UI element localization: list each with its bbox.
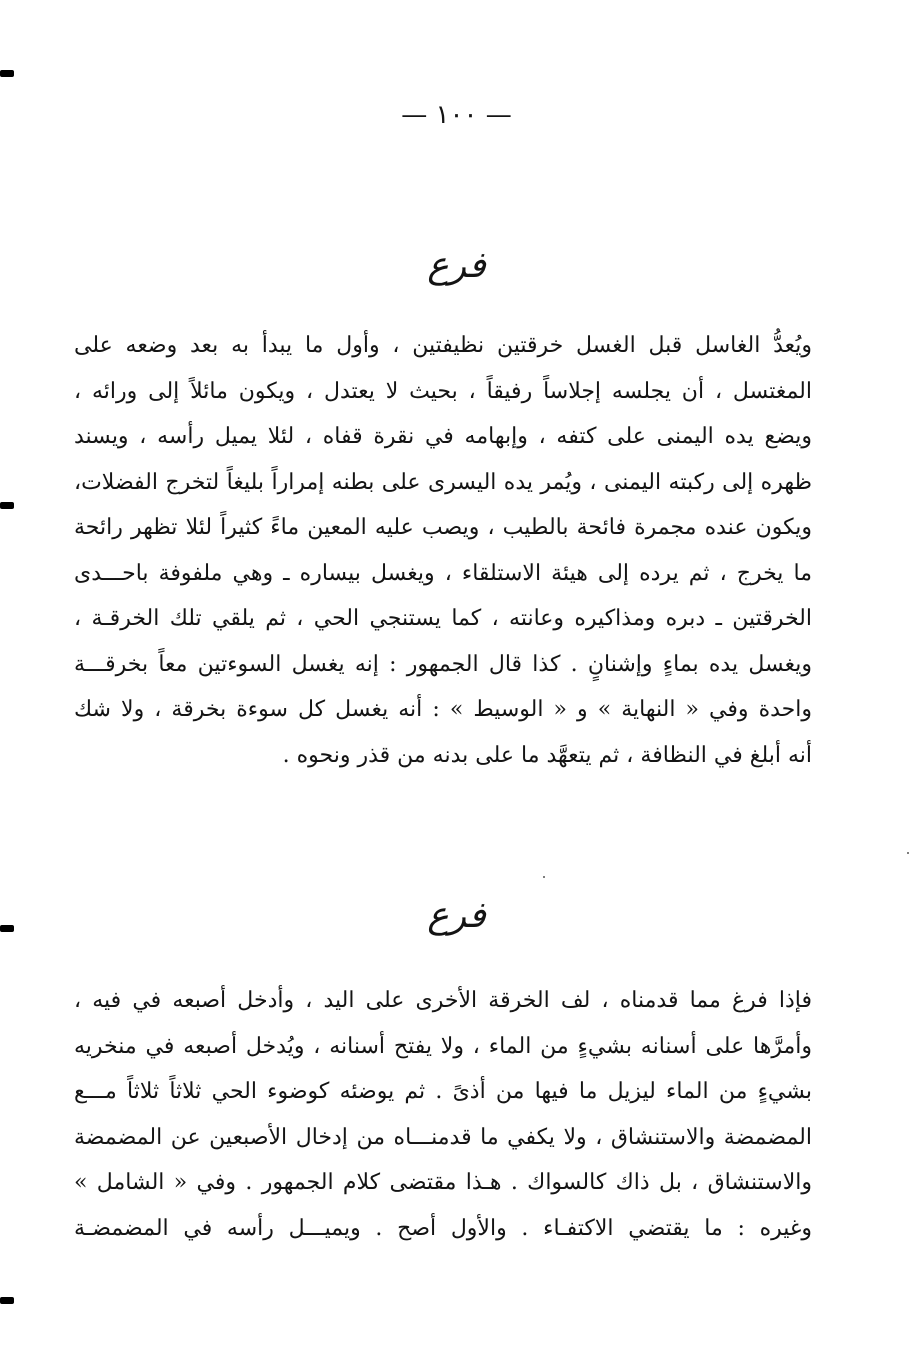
text-line: وأمرَّها على أسنانه بشيءٍ من الماء ، ولا يفتح أسنانه ، ويُدخل أصبعه في منخريه <box>74 1033 812 1059</box>
page-number: — ١٠٠ — <box>401 100 512 130</box>
text-line: ويضع يده اليمنى على كتفه ، وإبهامه في نقرة قفاه ، لئلا يميل رأسه ، ويسند <box>74 424 812 449</box>
text-line: ويكون عنده مجمرة فائحة بالطيب ، ويصب عليه المعين ماءً كثيراً لئلا تظهر رائحة <box>74 515 812 540</box>
text-line: وغيره : ما يقتضي الاكتفـاء . والأول أصح . ويميـــل رأسه في المضمضـة <box>74 1215 812 1241</box>
scan-edge-mark <box>0 1297 14 1304</box>
scan-speck <box>543 876 545 878</box>
text-line: ويغسل يده بماءٍ وإشنانٍ . كذا قال الجمهور : إنه يغسل السوءتين معاً بخرقـــة <box>74 651 812 677</box>
section-paragraph <box>74 323 812 778</box>
section-paragraph <box>74 978 812 1251</box>
text-line: المضمضة والاستنشاق ، ولا يكفي ما قدمنـــاه من إدخال الأصبعين عن المضمضة <box>74 1124 812 1150</box>
scan-edge-mark <box>0 70 14 77</box>
text-line: ظهره إلى ركبته اليمنى ، ويُمر يده اليسرى على بطنه إمراراً بليغاً لتخرج الفضلات، <box>74 469 812 495</box>
scan-edge-mark <box>0 502 14 509</box>
text-line: ويُعدُّ الغاسل قبل الغسل خرقتين نظيفتين ، وأول ما يبدأ به بعد وضعه على <box>74 333 812 358</box>
text-line: أنه أبلغ في النظافة ، ثم يتعهَّد ما على بدنه من قذر ونحوه . <box>282 742 812 768</box>
text-line: الخرقتين ـ دبره ومذاكيره وعانته ، كما يستنجي الحي ، ثم يلقي تلك الخرقـة ، <box>74 606 812 631</box>
text-line: بشيءٍ من الماء ليزيل ما فيها من أذىً . ثم يوضئه كوضوء الحي ثلاثاً ثلاثاً مـــع <box>74 1079 812 1104</box>
text-line: فإذا فرغ مما قدمناه ، لف الخرقة الأخرى على اليد ، وأدخل أصبعه في فيه ، <box>74 988 812 1013</box>
text-line: والاستنشاق ، بل ذاك كالسواك . هـذا مقتضى كلام الجمهور . وفي « الشامل » <box>74 1170 812 1195</box>
section-title: فرع <box>427 895 486 936</box>
text-line: ما يخرج ، ثم يرده إلى هيئة الاستلقاء ، ويغسل بيساره ـ وهي ملفوفة باحـــدى <box>74 560 812 586</box>
text-line: المغتسل ، أن يجلسه إجلاساً رفيقاً ، بحيث لا يعتدل ، ويكون مائلاً إلى ورائه ، <box>74 378 812 404</box>
section-title: فرع <box>427 245 486 286</box>
text-line: واحدة وفي « النهاية » و « الوسيط » : أنه يغسل كل سوءة بخرقة ، ولا شك <box>74 697 812 722</box>
scan-speck <box>907 852 909 854</box>
